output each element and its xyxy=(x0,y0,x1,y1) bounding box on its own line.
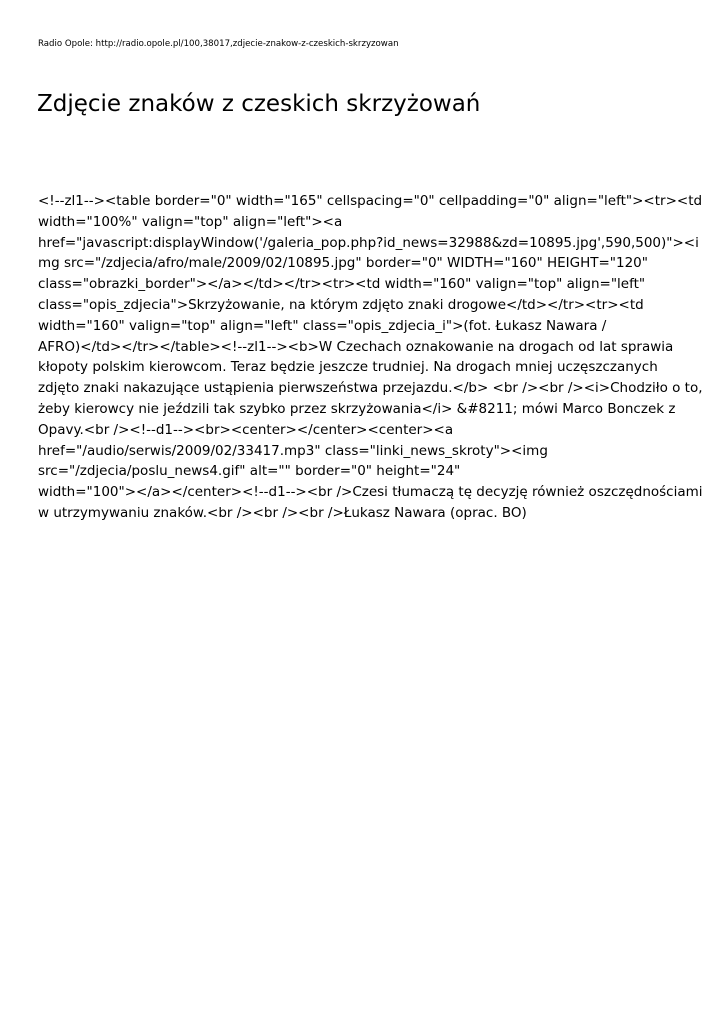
article-body-line: kłopoty polskim kierowcom. Teraz będzie jeszcze trudniej. Na drogach mniej uczęszczanych xyxy=(38,359,658,376)
article-body-line: src="/zdjecia/poslu_news4.gif" alt="" border="0" height="24" xyxy=(38,463,461,480)
article-body-line: zdjęto znaki nakazujące ustąpienia pierwszeństwa przejazdu.</b> <br /><br /><i>Chodziło o to, xyxy=(38,380,703,397)
page-title: Zdjęcie znaków z czeskich skrzyżowań xyxy=(37,91,481,117)
article-body-line: width="160" valign="top" align="left" class="opis_zdjecia_i">(fot. Łukasz Nawara / xyxy=(38,317,607,334)
article-body-line: <!--zl1--><table border="0" width="165" cellspacing="0" cellpadding="0" align="left"><tr><td xyxy=(38,193,703,209)
article-body-line: href="javascript:displayWindow('/galeria_pop.php?id_news=32988&zd=10895.jpg',590,500)"><i xyxy=(38,234,699,251)
article-body-line: class="obrazki_border"></a></td></tr><tr><td width="160" valign="top" align="left" xyxy=(38,276,646,293)
article-body-line: class="opis_zdjecia">Skrzyżowanie, na którym zdjęto znaki drogowe</td></tr><tr><td xyxy=(38,296,644,313)
article-body xyxy=(38,191,703,524)
article-body-line: w utrzymywaniu znaków.<br /><br /><br />Łukasz Nawara (oprac. BO) xyxy=(38,504,527,521)
article-body-line: width="100"></a></center><!--d1--><br />Czesi tłumaczą tę decyzję również oszczędnościami xyxy=(38,484,703,501)
article-body-line: width="100%" valign="top" align="left"><a xyxy=(38,213,343,230)
article-body-line: href="/audio/serwis/2009/02/33417.mp3" class="linki_news_skroty"><img xyxy=(38,442,548,459)
article-body-line: mg src="/zdjecia/afro/male/2009/02/10895.jpg" border="0" WIDTH="160" HEIGHT="120" xyxy=(38,255,648,272)
article-body-line: AFRO)</td></tr></table><!--zl1--><b>W Czechach oznakowanie na drogach od lat sprawia xyxy=(38,338,674,355)
article-body-line: żeby kierowcy nie jeździli tak szybko przez skrzyżowania</i> &#8211; mówi Marco Bonczek z xyxy=(38,400,676,417)
source-url-line: Radio Opole: http://radio.opole.pl/100,38017,zdjecie-znakow-z-czeskich-skrzyzowan xyxy=(38,39,399,49)
article-body-line: Opavy.<br /><!--d1--><br><center></center><center><a xyxy=(38,421,454,438)
